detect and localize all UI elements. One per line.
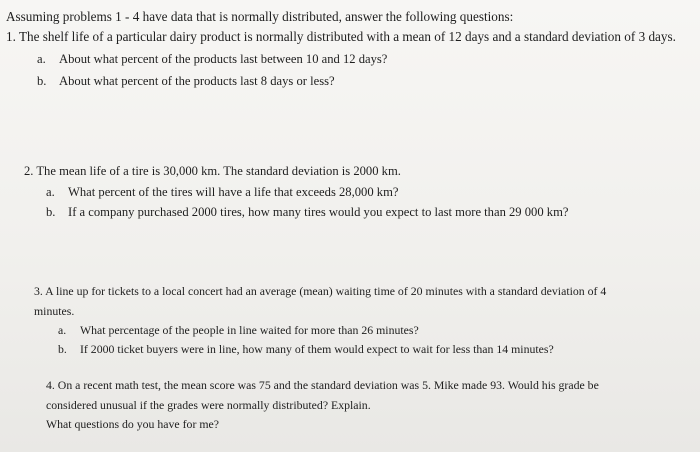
problem-2-text: 2. The mean life of a tire is 30,000 km. The standard deviation is 2000 km. [24,164,401,178]
part-text: What percentage of the people in line waited for more than 26 minutes? [80,323,419,337]
part-label: a. [46,185,55,199]
part-label: b. [46,205,56,219]
problem-4-text-cont: considered unusual if the grades were normally distributed? Explain. [46,398,371,412]
part-text: If a company purchased 2000 tires, how many tires would you expect to last more than 29 000 km? [68,205,569,219]
part-label: a. [58,323,67,337]
part-text: About what percent of the products last between 10 and 12 days? [59,52,388,66]
problem-3-part-a [58,322,419,338]
part-label: b. [58,342,67,356]
intro-text: Assuming problems 1 - 4 have data that is normally distributed, answer the following questions: [6,9,514,24]
problem-4-text: 4. On a recent math test, the mean score was 75 and the standard deviation was 5. Mike made 93. Would his grade be [46,378,599,392]
problem-1-part-b [37,73,335,89]
problem-3-part-b [58,341,554,357]
problem-1-part-a [37,51,387,67]
part-text: What percent of the tires will have a life that exceeds 28,000 km? [68,185,399,199]
problem-3-text: 3. A line up for tickets to a local concert had an average (mean) waiting time of 20 minutes with a standard deviation of 4 [34,284,607,298]
part-label: b. [37,74,47,88]
part-text: If 2000 ticket buyers were in line, how many of them would expect to wait for less than 14 minutes? [80,342,554,356]
problem-2-part-b [46,204,568,220]
closing-question: What questions do you have for me? [46,417,219,431]
problem-3-text-cont: minutes. [34,304,75,318]
part-text: About what percent of the products last 8 days or less? [59,74,335,88]
part-label: a. [37,52,46,66]
problem-1-text: 1. The shelf life of a particular dairy product is normally distributed with a mean of 12 days and a standard deviation of 3 days. [6,29,676,44]
problem-2-part-a [46,184,398,200]
